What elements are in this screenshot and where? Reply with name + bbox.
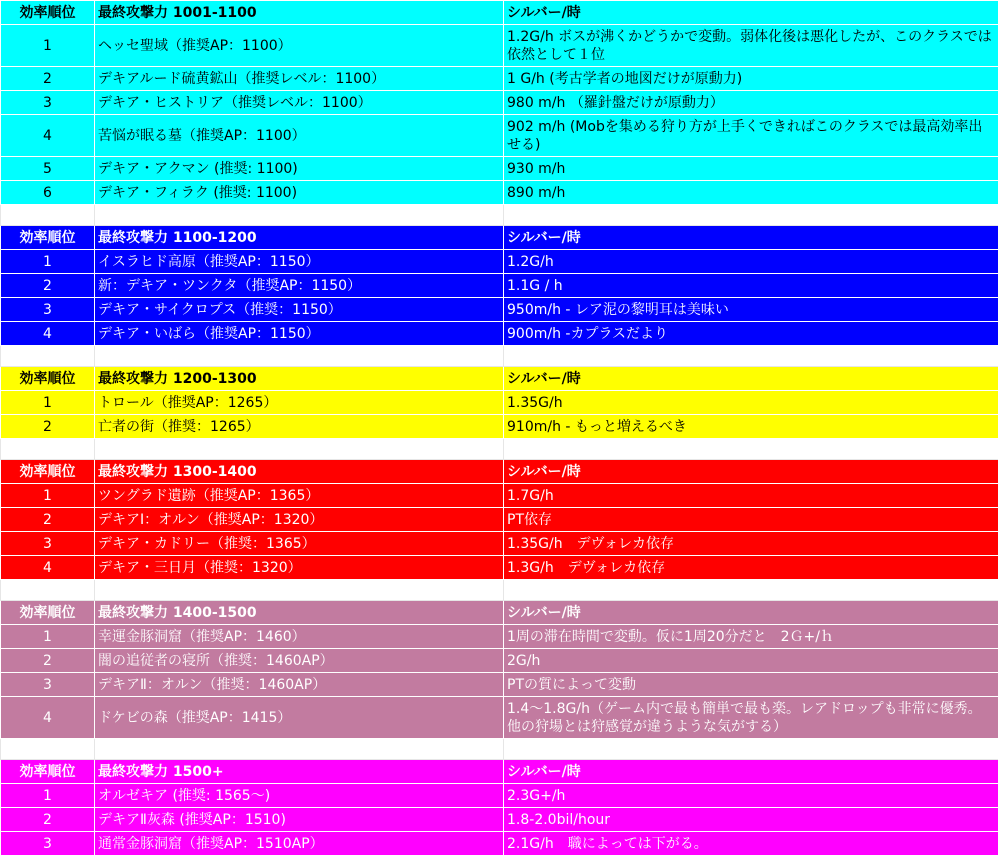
- spacer-row: [1, 580, 998, 601]
- hunting-ground-cell[interactable]: 闇の追従者の寝所（推奨：1460AP）: [95, 649, 504, 673]
- silver-header-cell[interactable]: シルバー/時: [504, 760, 998, 784]
- section-header-row: [1, 460, 998, 484]
- table-row: [1, 67, 998, 91]
- silver-per-hour-cell[interactable]: 900m/h -カプラスだより: [504, 322, 998, 346]
- table-row: [1, 673, 998, 697]
- tier-title-cell[interactable]: 最終攻撃力 1200-1300: [95, 367, 504, 391]
- silver-per-hour-cell[interactable]: 1.1G / h: [504, 274, 998, 298]
- hunting-ground-cell[interactable]: 通常金豚洞窟（推奨AP：1510AP）: [95, 832, 504, 856]
- rank-cell[interactable]: 1: [1, 784, 95, 808]
- silver-per-hour-cell[interactable]: PTの質によって変動: [504, 673, 998, 697]
- table-row: [1, 25, 998, 67]
- table-row: [1, 556, 998, 580]
- silver-per-hour-cell[interactable]: 1.2G/h ボスが沸くかどうかで変動。弱体化後は悪化したが、このクラスでは依然として１位: [504, 25, 998, 67]
- rank-cell[interactable]: 2: [1, 415, 95, 439]
- hunting-ground-cell[interactable]: オルゼキア (推奨: 1565〜): [95, 784, 504, 808]
- empty-cell[interactable]: [504, 205, 998, 226]
- hunting-ground-cell[interactable]: デキア・アクマン (推奨: 1100): [95, 157, 504, 181]
- empty-cell[interactable]: [1, 439, 95, 460]
- table-row: [1, 250, 998, 274]
- empty-cell[interactable]: [1, 580, 95, 601]
- rank-cell[interactable]: 4: [1, 322, 95, 346]
- section-header-row: [1, 760, 998, 784]
- silver-header-cell[interactable]: シルバー/時: [504, 460, 998, 484]
- table-row: [1, 157, 998, 181]
- rank-cell[interactable]: 1: [1, 625, 95, 649]
- silver-header-cell[interactable]: シルバー/時: [504, 601, 998, 625]
- spacer-row: [1, 439, 998, 460]
- table-row: [1, 625, 998, 649]
- hunting-ground-cell[interactable]: トロール（推奨AP：1265）: [95, 391, 504, 415]
- hunting-ground-cell[interactable]: ヘッセ聖域（推奨AP：1100）: [95, 25, 504, 67]
- hunting-ground-cell[interactable]: 幸運金豚洞窟（推奨AP：1460）: [95, 625, 504, 649]
- tier-title-cell[interactable]: 最終攻撃力 1001-1100: [95, 1, 504, 25]
- rank-cell[interactable]: 5: [1, 157, 95, 181]
- silver-per-hour-cell[interactable]: 980 m/h （羅針盤だけが原動力）: [504, 91, 998, 115]
- rank-header-cell[interactable]: 効率順位: [1, 226, 95, 250]
- silver-per-hour-cell[interactable]: 2.1G/h 職によっては下がる。: [504, 832, 998, 856]
- rank-cell[interactable]: 2: [1, 508, 95, 532]
- rank-cell[interactable]: 3: [1, 91, 95, 115]
- tier-title-cell[interactable]: 最終攻撃力 1100-1200: [95, 226, 504, 250]
- silver-per-hour-cell[interactable]: 950m/h - レア泥の黎明耳は美味い: [504, 298, 998, 322]
- empty-cell[interactable]: [95, 439, 504, 460]
- table-row: [1, 181, 998, 205]
- empty-cell[interactable]: [95, 739, 504, 760]
- rank-cell[interactable]: 2: [1, 649, 95, 673]
- table-row: [1, 649, 998, 673]
- silver-per-hour-cell[interactable]: 2G/h: [504, 649, 998, 673]
- rank-cell[interactable]: 4: [1, 556, 95, 580]
- spacer-row: [1, 205, 998, 226]
- rank-header-cell[interactable]: 効率順位: [1, 601, 95, 625]
- tier-title-cell[interactable]: 最終攻撃力 1300-1400: [95, 460, 504, 484]
- hunting-ground-cell[interactable]: デキアルード硫黄鉱山（推奨レベル：1100）: [95, 67, 504, 91]
- hunting-ground-cell[interactable]: 苦悩が眠る墓（推奨AP：1100）: [95, 115, 504, 157]
- silver-per-hour-cell[interactable]: 1.35G/h: [504, 391, 998, 415]
- hunting-ground-cell[interactable]: デキア・フィラク (推奨: 1100): [95, 181, 504, 205]
- empty-cell[interactable]: [95, 346, 504, 367]
- empty-cell[interactable]: [95, 580, 504, 601]
- rank-cell[interactable]: 3: [1, 832, 95, 856]
- tier-title-cell[interactable]: 最終攻撃力 1500+: [95, 760, 504, 784]
- silver-per-hour-cell[interactable]: 1.7G/h: [504, 484, 998, 508]
- hunting-ground-cell[interactable]: デキア・三日月（推奨：1320）: [95, 556, 504, 580]
- table-row: [1, 391, 998, 415]
- rank-cell[interactable]: 6: [1, 181, 95, 205]
- empty-cell[interactable]: [95, 205, 504, 226]
- rank-cell[interactable]: 1: [1, 25, 95, 67]
- table-body: [1, 1, 998, 856]
- hunting-ground-cell[interactable]: デキア・いばら（推奨AP：1150）: [95, 322, 504, 346]
- empty-cell[interactable]: [504, 439, 998, 460]
- silver-per-hour-cell[interactable]: 890 m/h: [504, 181, 998, 205]
- hunting-ground-cell[interactable]: ツングラド遺跡（推奨AP：1365）: [95, 484, 504, 508]
- section-header-row: [1, 226, 998, 250]
- rank-cell[interactable]: 2: [1, 67, 95, 91]
- empty-cell[interactable]: [504, 346, 998, 367]
- table-row: [1, 415, 998, 439]
- empty-cell[interactable]: [1, 346, 95, 367]
- rank-header-cell[interactable]: 効率順位: [1, 760, 95, 784]
- silver-per-hour-cell[interactable]: 1.8-2.0bil/hour: [504, 808, 998, 832]
- silver-per-hour-cell[interactable]: 1周の滞在時間で変動。仮に1周20分だと 2Ｇ+/ｈ: [504, 625, 998, 649]
- silver-per-hour-cell[interactable]: 1 G/h (考古学者の地図だけが原動力): [504, 67, 998, 91]
- silver-per-hour-cell[interactable]: PT依存: [504, 508, 998, 532]
- silver-header-cell[interactable]: シルバー/時: [504, 226, 998, 250]
- rank-cell[interactable]: 4: [1, 115, 95, 157]
- hunting-ground-cell[interactable]: 新：デキア・ツンクタ（推奨AP：1150）: [95, 274, 504, 298]
- rank-cell[interactable]: 4: [1, 697, 95, 739]
- rank-header-cell[interactable]: 効率順位: [1, 1, 95, 25]
- section-header-row: [1, 601, 998, 625]
- rank-cell[interactable]: 3: [1, 673, 95, 697]
- empty-cell[interactable]: [1, 739, 95, 760]
- silver-per-hour-cell[interactable]: 902 m/h (Mobを集める狩り方が上手くできればこのクラスでは最高効率出せる): [504, 115, 998, 157]
- empty-cell[interactable]: [504, 580, 998, 601]
- silver-per-hour-cell[interactable]: 1.35G/h デヴォレカ依存: [504, 532, 998, 556]
- table-row: [1, 508, 998, 532]
- silver-per-hour-cell[interactable]: 910m/h - もっと増えるべき: [504, 415, 998, 439]
- hunting-ground-cell[interactable]: デキアⅠ：オルン（推奨AP：1320）: [95, 508, 504, 532]
- table-row: [1, 784, 998, 808]
- table-row: [1, 532, 998, 556]
- section-header-row: [1, 1, 998, 25]
- spacer-row: [1, 739, 998, 760]
- rank-cell[interactable]: 3: [1, 298, 95, 322]
- rank-cell[interactable]: 2: [1, 274, 95, 298]
- section-header-row: [1, 367, 998, 391]
- silver-header-cell[interactable]: シルバー/時: [504, 1, 998, 25]
- hunting-ground-cell[interactable]: イスラヒド高原（推奨AP：1150）: [95, 250, 504, 274]
- hunting-ground-cell[interactable]: デキア・サイクロプス（推奨：1150）: [95, 298, 504, 322]
- empty-cell[interactable]: [504, 739, 998, 760]
- hunting-ground-cell[interactable]: デキア・ヒストリア（推奨レベル：1100）: [95, 91, 504, 115]
- rank-cell[interactable]: 1: [1, 391, 95, 415]
- hunting-ground-cell[interactable]: 亡者の街（推奨：1265）: [95, 415, 504, 439]
- table-row: [1, 808, 998, 832]
- rank-cell[interactable]: 1: [1, 250, 95, 274]
- silver-per-hour-cell[interactable]: 1.2G/h: [504, 250, 998, 274]
- table-row: [1, 91, 998, 115]
- table-row: [1, 322, 998, 346]
- table-row: [1, 274, 998, 298]
- spacer-row: [1, 346, 998, 367]
- silver-per-hour-cell[interactable]: 1.4〜1.8G/h（ゲーム内で最も簡単で最も楽。レアドロップも非常に優秀。他の狩場とは狩感覚が違うような気がする）: [504, 697, 998, 739]
- hunting-ground-cell[interactable]: ドケビの森（推奨AP：1415）: [95, 697, 504, 739]
- table-row: [1, 832, 998, 856]
- table-row: [1, 484, 998, 508]
- hunting-ground-cell[interactable]: デキアⅡ：オルン（推奨：1460AP）: [95, 673, 504, 697]
- silver-per-hour-cell[interactable]: 2.3G+/h: [504, 784, 998, 808]
- silver-header-cell[interactable]: シルバー/時: [504, 367, 998, 391]
- table-row: [1, 697, 998, 739]
- silver-per-hour-cell[interactable]: 1.3G/h デヴォレカ依存: [504, 556, 998, 580]
- hunting-ground-cell[interactable]: デキアⅡ灰森 (推奨AP：1510): [95, 808, 504, 832]
- rank-cell[interactable]: 1: [1, 484, 95, 508]
- empty-cell[interactable]: [1, 205, 95, 226]
- rank-cell[interactable]: 2: [1, 808, 95, 832]
- rank-header-cell[interactable]: 効率順位: [1, 460, 95, 484]
- hunting-ground-cell[interactable]: デキア・カドリー（推奨：1365）: [95, 532, 504, 556]
- tier-title-cell[interactable]: 最終攻撃力 1400-1500: [95, 601, 504, 625]
- table-row: [1, 298, 998, 322]
- silver-per-hour-cell[interactable]: 930 m/h: [504, 157, 998, 181]
- rank-header-cell[interactable]: 効率順位: [1, 367, 95, 391]
- rank-cell[interactable]: 3: [1, 532, 95, 556]
- table-row: [1, 115, 998, 157]
